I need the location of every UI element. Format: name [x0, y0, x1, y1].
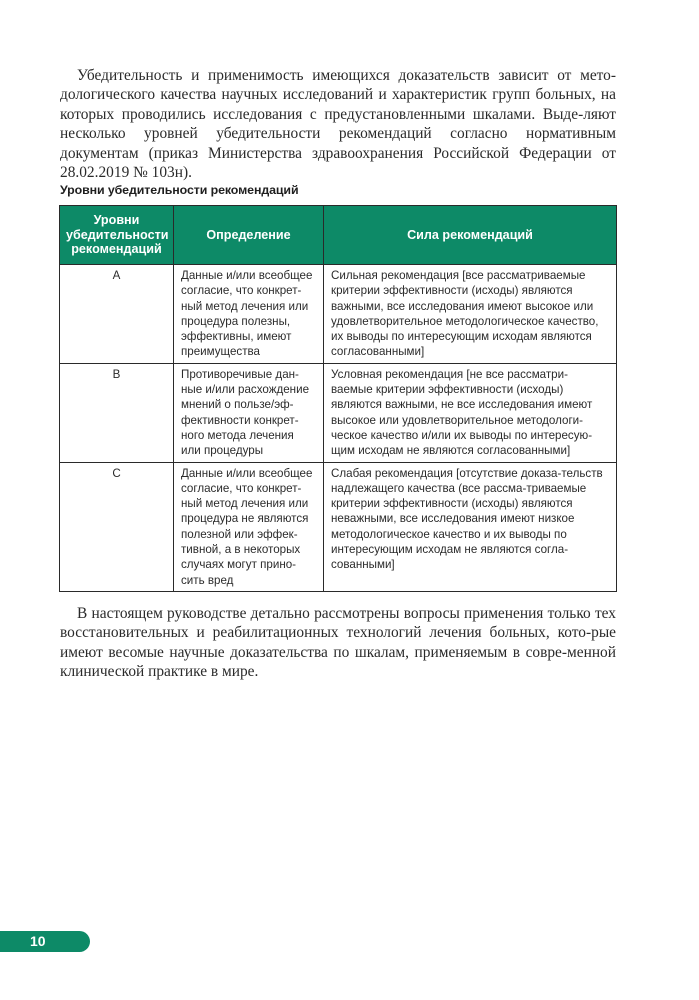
closing-paragraph: В настоящем руководстве детально рассмотрены вопросы применения только тех восстановительных и реабилитационных технологий лечения больных, кото-рые имеют весомые научные доказательства по шкалам, применяемым в совре-менной клинической практике в мире.: [60, 605, 616, 681]
row-level: A: [60, 265, 174, 364]
table-header-row: [60, 206, 617, 265]
row-definition: Данные и/или всеобщее согласие, что конкрет-ный метод лечения или процедура не являются полезной или эффек-тивной, а в некоторых случаях могут прино-сить вред: [174, 462, 324, 591]
table-row: [60, 265, 617, 364]
header-definition: Определение: [174, 206, 324, 265]
row-strength: Слабая рекомендация [отсутствие доказа-тельств надлежащего качества (все рассма-триваемые критерии эффективности (исходы) являются неважными, все исследования имеют низкое методологическое качество и их выводы по интересующим исходам не являются согла-сованными]: [324, 462, 617, 591]
header-level: Уровни убедительности рекомендаций: [60, 206, 174, 265]
table-caption: Уровни убедительности рекомендаций: [60, 183, 299, 197]
page-number: 10: [30, 933, 46, 949]
page-number-tab: [0, 931, 90, 952]
table-row: [60, 462, 617, 591]
row-strength: Сильная рекомендация [все рассматриваемые критерии эффективности (исходы) являются важными, все исследования имеют высокое или удовлетворительное методологическое качество, их выводы по интересующим исходам являются согласованными]: [324, 265, 617, 364]
row-level: B: [60, 363, 174, 462]
table-row: [60, 363, 617, 462]
row-strength: Условная рекомендация [не все рассматри-ваемые критерии эффективности (исходы) являются важными, не все исследования имеют высокое или удовлетворительное методологи-ческое качество и/или их выводы по интересую-щим исходам не являются согласованными]: [324, 363, 617, 462]
intro-paragraph: Убедительность и применимость имеющихся доказательств зависит от мето-дологического качества научных исследований и характеристик групп больных, на которых проводились исследования с предустановленными шкалами. Выде-ляют несколько уровней убедительности рекомендаций согласно нормативным документам (приказ Министерства здравоохранения Российской Федерации от 28.02.2019 № 103н).: [60, 67, 616, 182]
row-level: C: [60, 462, 174, 591]
row-definition: Данные и/или всеобщее согласие, что конкрет-ный метод лечения или процедура полезны, эффективны, имеют преимущества: [174, 265, 324, 364]
row-definition: Противоречивые дан-ные и/или расхождение мнений о пользе/эф-фективности конкрет-ного метода лечения или процедуры: [174, 363, 324, 462]
header-strength: Сила рекомендаций: [324, 206, 617, 265]
recommendation-levels-table: [59, 205, 617, 592]
